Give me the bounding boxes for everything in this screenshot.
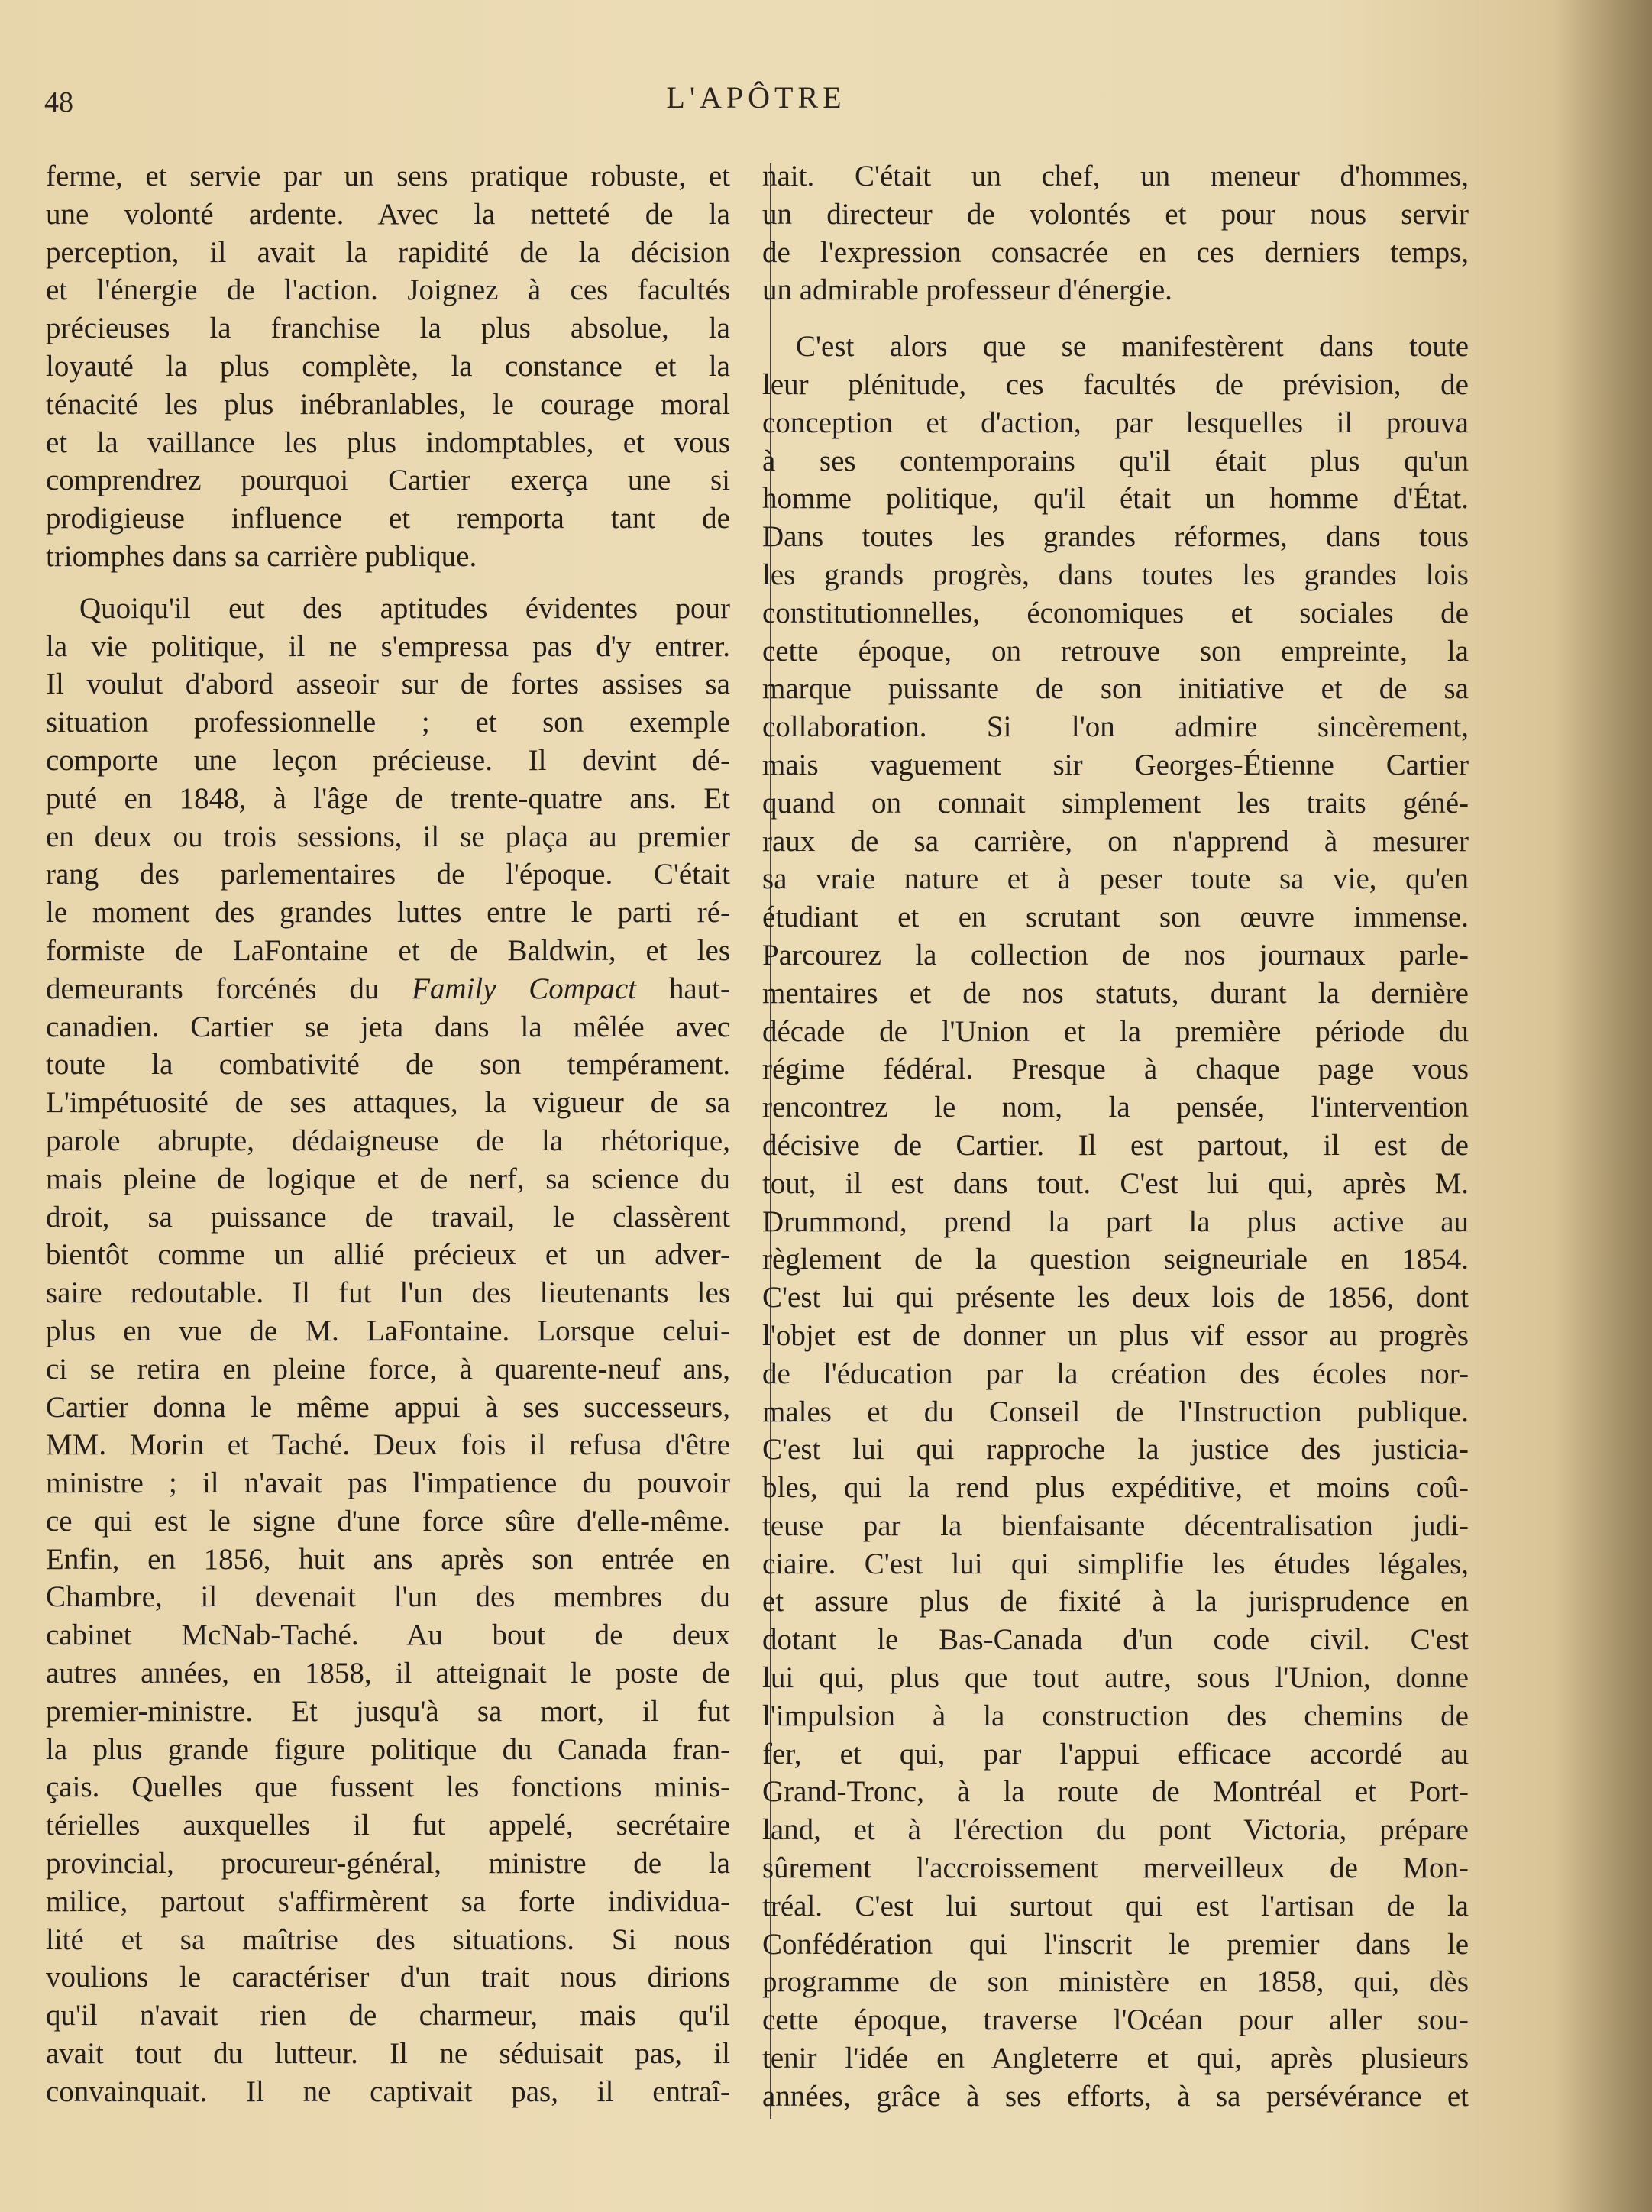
text-line-part: demeurants forcénés du [46,972,412,1005]
text-line: en deux ou trois sessions, il se plaça au premier [46,820,730,853]
text-line: quand on connait simplement les traits géné- [762,786,1469,820]
text-line: males et du Conseil de l'Instruction publique. [762,1395,1469,1428]
text-line: bientôt comme un allié précieux et un adver- [46,1238,730,1272]
text-line: tenir l'idée en Angleterre et qui, après plusieurs [762,2042,1469,2075]
text-line: rang des parlementaires de l'époque. C'était [46,858,730,891]
text-line: térielles auxquelles il fut appelé, secrétaire [46,1809,730,1842]
text-line: sa vraie nature et à peser toute sa vie, qu'en [762,862,1469,896]
text-line: fer, et qui, par l'appui efficace accordé au [762,1737,1469,1771]
text-line: L'impétuosité de ses attaques, la vigueur de sa [46,1086,730,1120]
text-line-part: haut- [636,972,730,1005]
right-column [762,157,1469,2116]
text-line: tout, il est dans tout. C'est lui qui, après M. [762,1166,1469,1200]
text-line: çais. Quelles que fussent les fonctions minis- [46,1771,730,1804]
text-line: triomphes dans sa carrière publique. [46,539,477,573]
text-line: Grand-Tronc, à la route de Montréal et Port- [762,1775,1469,1809]
page-number: 48 [44,86,73,118]
text-line: toute la combativité de son tempérament. [46,1048,730,1082]
text-line: land, et à l'érection du pont Victoria, prépare [762,1813,1469,1847]
text-line: précieuses la franchise la plus absolue, la [46,312,730,345]
text-line: une volonté ardente. Avec la netteté de la [46,197,730,231]
text-line: leur plénitude, ces facultés de prévision, de [762,367,1469,401]
text-line: bles, qui la rend plus expéditive, et moins coû- [762,1471,1469,1505]
text-line: Dans toutes les grandes réformes, dans tous [762,520,1469,554]
text-line: un admirable professeur d'énergie. [762,273,1172,307]
text-line: situation professionnelle ; et son exemple [46,706,730,739]
text-line: programme de son ministère en 1858, qui, dès [762,1965,1469,1999]
text-line: Drummond, prend la part la plus active au [762,1205,1469,1238]
text-line: règlement de la question seigneuriale en 1854. [762,1243,1469,1276]
text-line: années, grâce à ses efforts, à sa persévérance et [762,2079,1469,2113]
text-line: canadien. Cartier se jeta dans la mêlée avec [46,1010,730,1043]
text-line: lui qui, plus que tout autre, sous l'Union, donne [762,1661,1469,1695]
text-line: sûrement l'accroissement merveilleux de Mon- [762,1851,1469,1885]
text-line: tréal. C'est lui surtout qui est l'artisan de la [762,1889,1469,1923]
text-line: autres années, en 1858, il atteignait le poste de [46,1657,730,1690]
text-line: puté en 1848, à l'âge de trente-quatre ans. Et [46,781,730,815]
text-line: qu'il n'avait rien de charmeur, mais qu'il [46,1999,730,2033]
text-line: cette époque, traverse l'Océan pour aller sou- [762,2003,1469,2037]
text-line: prodigieuse influence et remporta tant de [46,502,730,535]
text-line: voulions le caractériser d'un trait nous dirions [46,1961,730,1994]
text-line: perception, il avait la rapidité de la décision [46,235,730,269]
text-line: saire redoutable. Il fut l'un des lieutenants les [46,1276,730,1310]
text-line: C'est lui qui rapproche la justice des justicia- [762,1433,1469,1467]
left-paragraph-2 [46,590,730,2111]
text-line: régime fédéral. Presque à chaque page vous [762,1053,1469,1086]
text-line: cette époque, on retrouve son empreinte, la [762,634,1469,668]
text-line: constitutionnelles, économiques et sociales de [762,596,1469,629]
text-line: un directeur de volontés et pour nous servir [762,197,1469,231]
text-line: comprendrez pourquoi Cartier exerça une si [46,464,730,497]
text-line: les grands progrès, dans toutes les grandes lois [762,558,1469,591]
text-line: Enfin, en 1856, huit ans après son entrée en [46,1542,730,1576]
right-paragraph-1 [762,157,1469,309]
text-line: Confédération qui l'inscrit le premier dans le [762,1927,1469,1961]
text-line: et l'énergie de l'action. Joignez à ces facultés [46,273,730,307]
text-line: le moment des grandes luttes entre le parti ré- [46,896,730,930]
text-line: droit, sa puissance de travail, le classèrent [46,1200,730,1234]
text-line: MM. Morin et Taché. Deux fois il refusa d'être [46,1428,730,1462]
text-line: l'objet est de donner un plus vif essor au progrès [762,1318,1469,1352]
text-line: teuse par la bienfaisante décentralisation judi- [762,1509,1469,1542]
text-line: ciaire. C'est lui qui simplifie les études légales, [762,1547,1469,1580]
text-line: plus en vue de M. LaFontaine. Lorsque celui- [46,1314,730,1347]
text-line: Il voulut d'abord asseoir sur de fortes assises sa [46,668,730,701]
text-line: étudiant et en scrutant son œuvre immense. [762,901,1469,934]
text-line: Chambre, il devenait l'un des membres du [46,1580,730,1614]
text-line: avait tout du lutteur. Il ne séduisait pas, il [46,2037,730,2071]
text-line: homme politique, qu'il était un homme d'État. [762,482,1469,516]
text-line: mentaires et de nos statuts, durant la dernière [762,976,1469,1010]
text-line: collaboration. Si l'on admire sincèrement, [762,710,1469,744]
text-line: décisive de Cartier. Il est partout, il est de [762,1128,1469,1162]
text-line: C'est lui qui présente les deux lois de 1856, dont [762,1281,1469,1315]
text-line: ce qui est le signe d'une force sûre d'elle-même. [46,1504,730,1538]
running-title: L'APÔTRE [666,80,846,115]
text-line: comporte une leçon précieuse. Il devint dé- [46,743,730,777]
text-line: la plus grande figure politique du Canada fran- [46,1732,730,1766]
text-line: lité et sa maîtrise des situations. Si nous [46,1923,730,1956]
text-line: conception et d'action, par lesquelles il prouva [762,406,1469,439]
text-line: ci se retira en pleine force, à quarente-neuf ans, [46,1352,730,1386]
text-line: C'est alors que se manifestèrent dans toute [796,330,1469,364]
italic-text: Family Compact [412,972,637,1005]
text-line: provincial, procureur-général, ministre de la [46,1847,730,1881]
text-line: premier-ministre. Et jusqu'à sa mort, il fut [46,1694,730,1728]
text-line: mais vaguement sir Georges-Étienne Cartier [762,748,1469,781]
text-line: de l'éducation par la création des écoles nor- [762,1357,1469,1390]
text-line: ferme, et servie par un sens pratique robuste, et [46,160,730,192]
text-line: ténacité les plus inébranlables, le courage moral [46,387,730,421]
text-line: formiste de LaFontaine et de Baldwin, et les [46,933,730,967]
text-line: convainquait. Il ne captivait pas, il entraî- [46,2075,730,2108]
text-line: de l'expression consacrée en ces derniers temps, [762,235,1469,269]
text-line: marque puissante de son initiative et de sa [762,672,1469,706]
text-line: raux de sa carrière, on n'apprend à mesurer [762,824,1469,858]
text-line: cabinet McNab-Taché. Au bout de deux [46,1619,730,1652]
text-line: Quoiqu'il eut des aptitudes évidentes pour [79,591,730,625]
left-column [46,157,730,2111]
text-line: Cartier donna le même appui à ses successeurs, [46,1390,730,1424]
text-line: Parcourez la collection de nos journaux parle- [762,938,1469,972]
text-line: mais pleine de logique et de nerf, sa science du [46,1162,730,1195]
left-paragraph-1 [46,157,730,576]
text-line: et assure plus de fixité à la jurisprudence en [762,1585,1469,1619]
text-line [46,970,730,1008]
text-line: parole abrupte, dédaigneuse de la rhétorique, [46,1124,730,1157]
right-paragraph-2 [762,328,1469,2115]
text-line: décade de l'Union et la première période du [762,1014,1469,1048]
text-line: nait. C'était un chef, un meneur d'hommes, [762,160,1469,192]
text-line: la vie politique, il ne s'empressa pas d'y entrer. [46,629,730,663]
text-line: ministre ; il n'avait pas l'impatience du pouvoir [46,1467,730,1500]
text-line: rencontrez le nom, la pensée, l'intervention [762,1091,1469,1124]
text-line: et la vaillance les plus indomptables, et vous [46,425,730,459]
text-line: loyauté la plus complète, la constance et la [46,349,730,383]
text-line: dotant le Bas-Canada d'un code civil. C'est [762,1623,1469,1657]
text-line: milice, partout s'affirmèrent sa forte individua- [46,1884,730,1918]
text-line: l'impulsion à la construction des chemins de [762,1699,1469,1732]
text-line: à ses contemporains qu'il était plus qu'un [762,444,1469,477]
